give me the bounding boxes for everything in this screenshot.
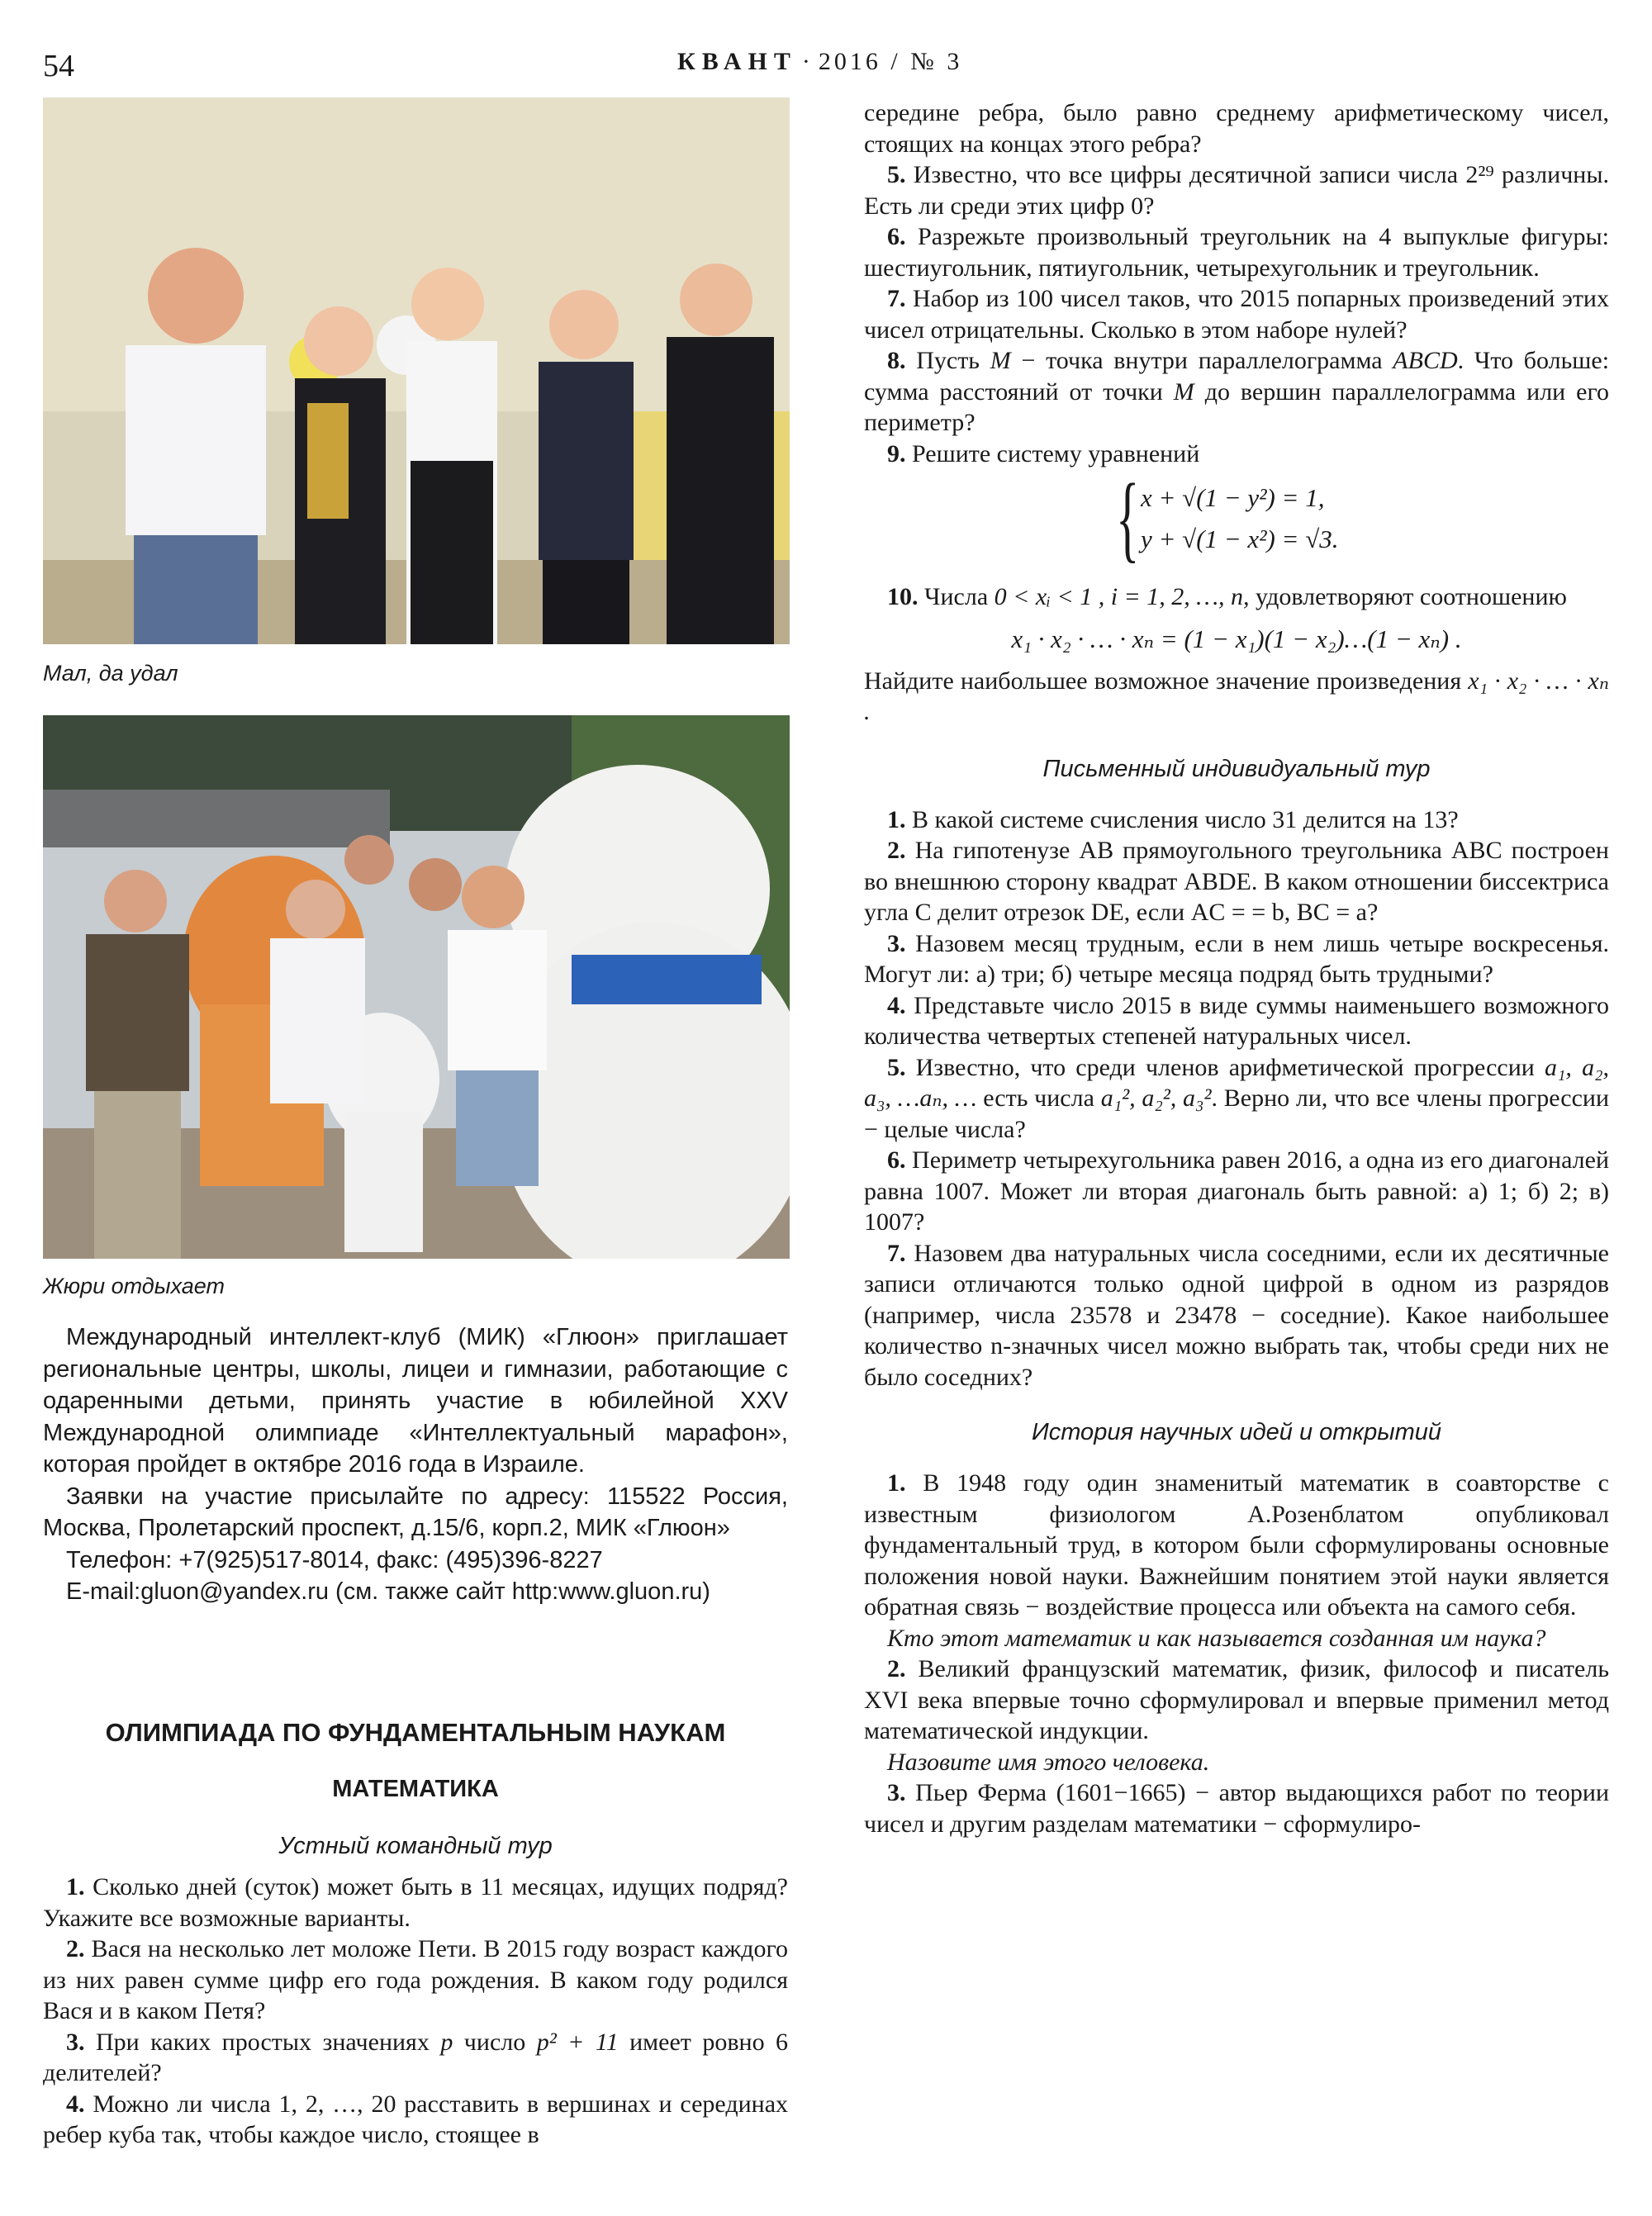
variable-abcd: ABCD bbox=[1393, 347, 1458, 374]
oral-problem-10-question bbox=[864, 666, 1609, 728]
problem-text: Числа bbox=[924, 583, 989, 610]
system-equation-1: x + √(1 − y²) = 1, bbox=[1141, 483, 1325, 512]
problem-text: Решите систему уравнений bbox=[912, 439, 1200, 467]
problem-number: 10. bbox=[887, 583, 919, 610]
problem-text: Известно, что среди членов арифметической прогрессии bbox=[915, 1053, 1535, 1081]
problem-text: − точка внутри параллелограмма bbox=[1021, 347, 1383, 374]
running-header: КВАНТ · 2016 / № 3 bbox=[677, 48, 963, 75]
problem-text: Разрежьте произвольный треугольник на 4 выпуклые фигуры: шестиугольник, пятиугольник, четырехугольник и треугольник. bbox=[864, 223, 1609, 282]
problem-text: Представьте число 2015 в виде суммы наименьшего возможного количества четвертых степеней натуральных чисел. bbox=[864, 991, 1609, 1050]
problem-text: до вершин параллелограмма или его периметр? bbox=[864, 377, 1610, 436]
problem-text: имеет ровно 6 делителей? bbox=[43, 2028, 789, 2086]
oral-problem-6 bbox=[864, 221, 1609, 283]
history-problem-3 bbox=[864, 1777, 1609, 1839]
photo2-caption: Жюри отдыхает bbox=[43, 1274, 225, 1298]
problem-text: Великий французский математик, физик, философ и писатель XVI века впервые точно сформулировал и впервые применил метод математической индукции. bbox=[864, 1655, 1610, 1744]
oral-problem-9 bbox=[864, 439, 1609, 470]
problem-text: На гипотенузе AB прямоугольного треугольника ABC построен во внешнюю сторону квадрат ABDE. В каком отношении биссектриса угла C делит отрезок DE, если AC = = b, BC = a? bbox=[864, 837, 1609, 926]
written-problem-7 bbox=[864, 1238, 1609, 1393]
olympiad-title: ОЛИМПИАДА ПО ФУНДАМЕНТАЛЬНЫМ НАУКАМ bbox=[105, 1718, 726, 1747]
variable-m: M bbox=[990, 347, 1011, 374]
photo-jury-resting-drawing bbox=[43, 715, 790, 1259]
problem-number: 1. bbox=[66, 1873, 85, 1900]
problem-text: В какой системе счисления число 31 делится на 13? bbox=[912, 805, 1459, 833]
announcement-email: E-mail:gluon@yandex.ru (см. также сайт http:www.gluon.ru) bbox=[66, 1578, 710, 1605]
problem-text: различны. Есть ли среди этих цифр 0? bbox=[864, 161, 1610, 220]
history-round-title: История научных идей и открытий bbox=[1031, 1419, 1442, 1445]
subject-title: МАТЕМАТИКА bbox=[332, 1776, 499, 1802]
problem-text: Назовем месяц трудным, если в нем лишь четыре воскресенья. Могут ли: а) три; б) четыре месяца подряд быть трудными? bbox=[864, 929, 1610, 988]
problem-number: 3. bbox=[887, 929, 906, 957]
problem-text: Сколько дней (суток) может быть в 11 месяцах, идущих подряд? Укажите все возможные варианты. bbox=[43, 1873, 788, 1932]
problem-text: При каких простых значениях bbox=[95, 2028, 430, 2056]
problem-number: 3. bbox=[66, 2028, 85, 2056]
oral-problem-1 bbox=[43, 1872, 788, 1934]
oral-problem-8 bbox=[864, 345, 1609, 439]
variable-p: p bbox=[440, 2028, 453, 2056]
written-problem-5 bbox=[864, 1052, 1609, 1146]
announcement-paragraph: Международный интеллект-клуб (МИК) «Глюон» приглашает региональные центры, школы, лицеи и гимназии, работающие с одаренными детьми, принять участие в юбилейной XXV Международной олимпиаде «Интеллектуальный марафон», которая пройдет в октябре 2016 года в Израиле. bbox=[43, 1324, 788, 1478]
variable-m: M bbox=[1173, 377, 1194, 406]
photo-award-winners-drawing bbox=[43, 97, 790, 644]
left-column-olympiad bbox=[43, 1718, 788, 2151]
issue-number: 2016 / № 3 bbox=[818, 48, 963, 75]
formula-condition: 0 < xᵢ < 1 , i = 1, 2, …, n, bbox=[994, 583, 1250, 610]
problem-text: Пьер Ферма (1601−1665) − автор выдающихся работ по теории чисел и другим разделам математики − сформулиро- bbox=[864, 1779, 1610, 1838]
announcement-address: Заявки на участие присылайте по адресу: 115522 Россия, Москва, Пролетарский проспект, д.15/6, корп.2, МИК «Глюон» bbox=[43, 1483, 788, 1541]
formula-p-squared: p² + 11 bbox=[536, 2028, 619, 2056]
equation-system bbox=[864, 463, 1609, 577]
formula-sequence: a₁, a₂, a₃, …aₙ, … bbox=[864, 1053, 1609, 1112]
problem-text: . Что больше: сумма расстояний от точки bbox=[864, 347, 1610, 406]
oral-problem-2 bbox=[43, 1934, 788, 2027]
problem-number: 7. bbox=[887, 285, 906, 312]
problem-number: 2. bbox=[887, 837, 906, 864]
oral-problem-3 bbox=[43, 2027, 788, 2089]
history-problem-1 bbox=[864, 1468, 1609, 1623]
problem-number: 2. bbox=[887, 1655, 906, 1682]
problem-text: Периметр четырехугольника равен 2016, а одна из его диагоналей равна 1007. Может ли вторая диагональ быть равной: а) 1; б) 2; в) 1007? bbox=[864, 1146, 1610, 1236]
problem-number: 1. bbox=[887, 805, 906, 833]
right-column bbox=[864, 97, 1609, 1839]
problem-number: 5. bbox=[887, 161, 906, 188]
written-problem-4 bbox=[864, 990, 1609, 1052]
problem-text: число bbox=[463, 2028, 526, 2056]
problem-text: Вася на несколько лет моложе Пети. В 2015 году возраст каждого из них равен сумме цифр его года рождения. В каком году родился Вася и в каком Петя? bbox=[43, 1935, 789, 2024]
system-brace: { bbox=[1116, 463, 1140, 572]
announcement-phone: Телефон: +7(925)517-8014, факс: (495)396-8227 bbox=[66, 1546, 603, 1573]
problem-text: Найдите наибольшее возможное значение произведения bbox=[864, 667, 1462, 695]
problem-number: 9. bbox=[887, 439, 906, 467]
problem-number: 7. bbox=[887, 1239, 906, 1267]
oral-round-title: Устный командный тур bbox=[278, 1833, 553, 1859]
problem-text: Набор из 100 чисел таков, что 2015 попарных произведений этих чисел отрицательны. Сколько в этом наборе нулей? bbox=[864, 285, 1609, 344]
photo-award-winners bbox=[43, 97, 790, 644]
written-problem-2 bbox=[864, 835, 1609, 928]
formula-product: x₁ · x₂ · … · xₙ . bbox=[864, 667, 1610, 725]
written-problem-6 bbox=[864, 1145, 1609, 1238]
problem-text: есть числа bbox=[983, 1084, 1094, 1112]
problem-text: Можно ли числа 1, 2, …, 20 расставить в вершинах и серединах ребер куба так, чтобы каждое число, стоящее в bbox=[43, 2090, 789, 2148]
problem-text: В 1948 году один знаменитый математик в соавторстве с известным физиологом А.Розенблатом опубликовал фундаментальный труд, в котором были сформулированы основные положения новой науки. Важнейшим понятием этой науки является обратная связь − воздействие процесса или объекта на самого себя. bbox=[864, 1469, 1609, 1620]
oral-problem-4-continuation: середине ребра, было равно среднему арифметическому чисел, стоящих на концах этого ребра? bbox=[864, 99, 1609, 158]
formula-squares: a₁², a₂², a₃² bbox=[1100, 1084, 1212, 1112]
problem-number: 2. bbox=[66, 1935, 85, 1962]
problem-text: Назовем два натуральных числа соседними, если их десятичные записи отличаются только одной цифрой в одном из разрядов (например, числа 23578 и 23478 − соседние). Какое наибольшее количество n-значных чисел можно выбрать так, чтобы среди них не было соседних? bbox=[864, 1239, 1610, 1391]
formula-product-equation: x₁ · x₂ · … · xₙ = (1 − x₁)(1 − x₂)…(1 − xₙ) . bbox=[1011, 624, 1462, 653]
oral-problem-10 bbox=[864, 581, 1609, 613]
problem-number: 6. bbox=[887, 1146, 906, 1174]
page-number: 54 bbox=[43, 49, 74, 83]
problem-text: . Верно ли, что все члены прогрессии − целые числа? bbox=[864, 1084, 1609, 1143]
problem-text: Известно, что все цифры десятичной записи числа bbox=[913, 161, 1459, 188]
written-problem-1 bbox=[864, 804, 1609, 836]
photo1-caption: Мал, да удал bbox=[43, 661, 178, 686]
written-problem-3 bbox=[864, 928, 1609, 990]
magazine-title: КВАНТ bbox=[677, 48, 797, 75]
oral-problem-7 bbox=[864, 283, 1609, 345]
oral-problem-5 bbox=[864, 159, 1609, 221]
problem-text: удовлетворяют соотношению bbox=[1255, 583, 1567, 610]
gluon-announcement bbox=[43, 1322, 788, 1608]
history-question-1: Кто этот математик и как называется созданная им наука? bbox=[887, 1624, 1546, 1652]
oral-problem-4 bbox=[43, 2089, 788, 2151]
history-problem-2 bbox=[864, 1654, 1609, 1747]
problem-number: 3. bbox=[887, 1779, 906, 1806]
photo-jury-resting bbox=[43, 715, 790, 1259]
system-equation-2: y + √(1 − x²) = √3. bbox=[1141, 524, 1339, 553]
problem-text: Пусть bbox=[916, 347, 980, 374]
formula-2-pow-29: 2²⁹ bbox=[1465, 161, 1494, 188]
problem-number: 8. bbox=[887, 347, 906, 374]
problem-number: 4. bbox=[66, 2090, 85, 2118]
history-question-2: Назовите имя этого человека. bbox=[887, 1748, 1210, 1776]
problem-number: 6. bbox=[887, 223, 906, 250]
problem-number: 1. bbox=[887, 1469, 906, 1497]
written-round-title: Письменный индивидуальный тур bbox=[1042, 755, 1431, 782]
problem-number: 5. bbox=[887, 1053, 906, 1081]
problem-number: 4. bbox=[887, 991, 906, 1019]
